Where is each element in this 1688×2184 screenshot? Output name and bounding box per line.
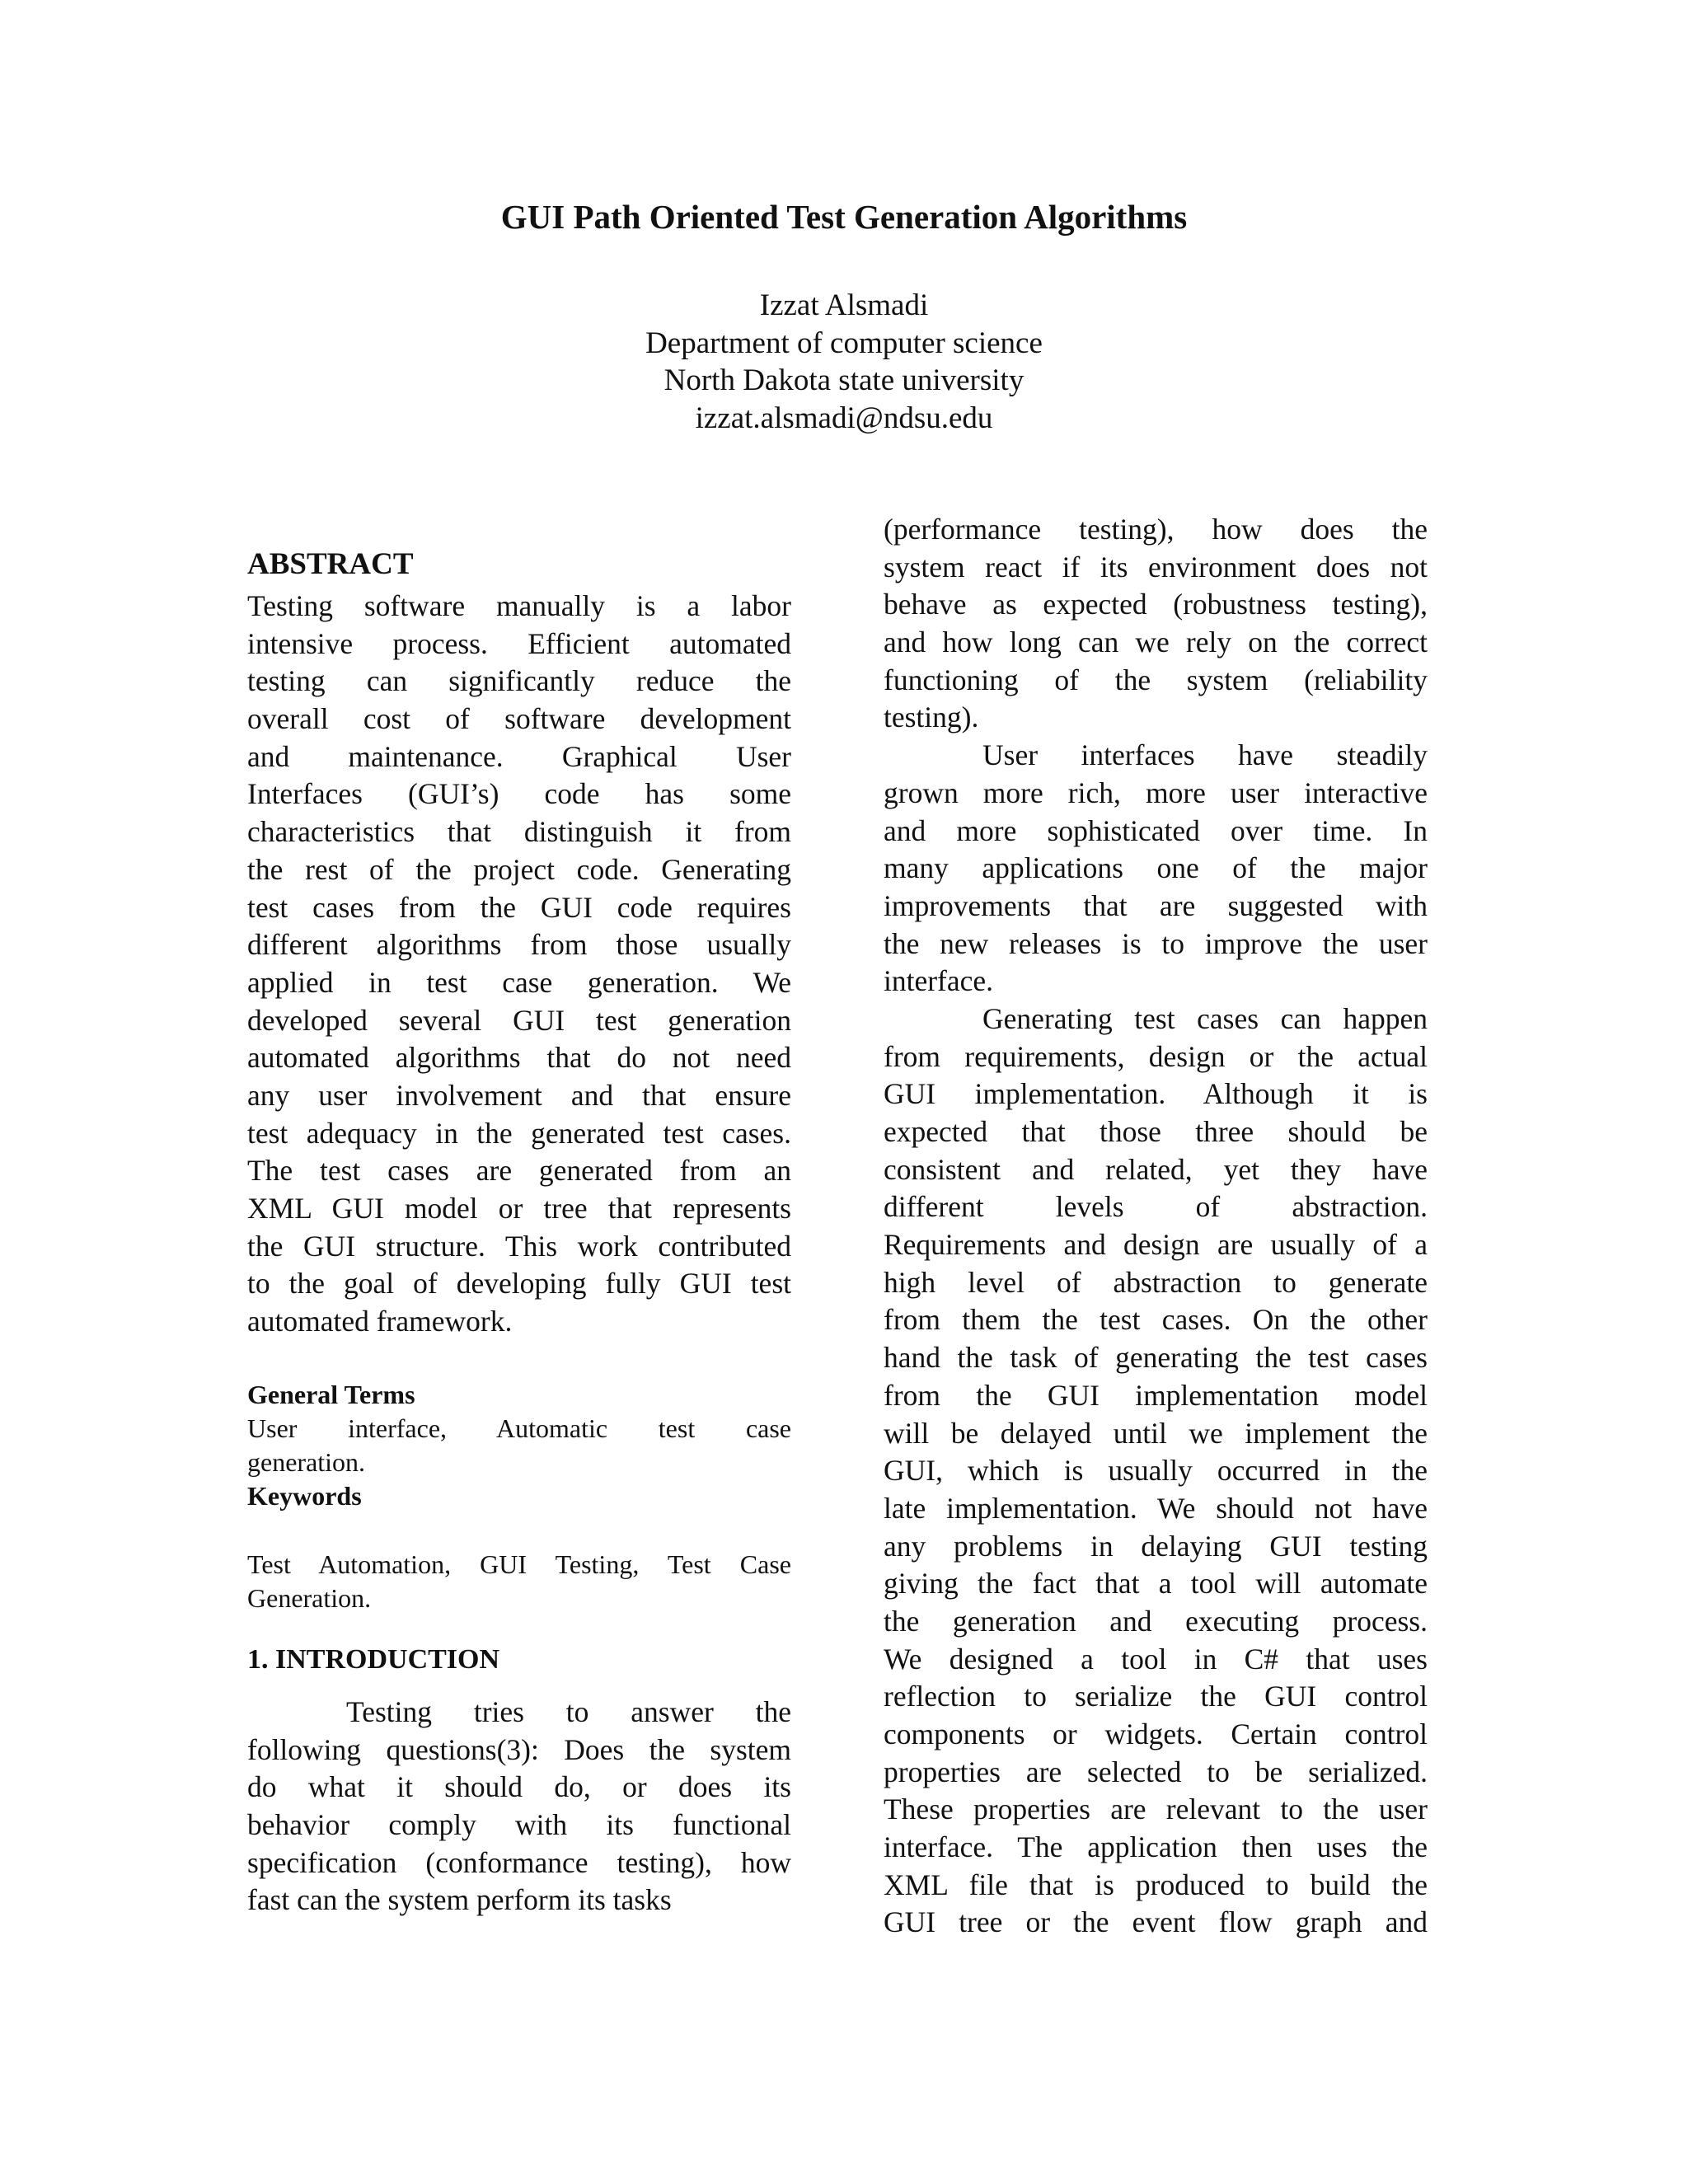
intro-line: grown more rich, more user interactive <box>884 776 1428 809</box>
intro-line: components or widgets. Certain control <box>884 1718 1428 1750</box>
intro-line: fast can the system perform its tasks <box>247 1883 672 1917</box>
paper-title: GUI Path Oriented Test Generation Algorithms <box>500 198 1188 236</box>
intro-line: functioning of the system (reliability <box>884 663 1428 696</box>
abstract-line: testing can significantly reduce the <box>247 664 791 698</box>
abstract-line: intensive process. Efficient automated <box>247 626 791 660</box>
abstract-line: the GUI structure. This work contributed <box>247 1229 791 1263</box>
intro-line: from requirements, design or the actual <box>884 1039 1428 1073</box>
intro-line: from them the test cases. On the other <box>884 1303 1428 1337</box>
abstract-line: developed several GUI test generation <box>247 1003 791 1037</box>
author-block <box>0 287 1688 437</box>
abstract-line: test cases from the GUI code requires <box>247 890 791 924</box>
intro-line: any problems in delaying GUI testing <box>884 1529 1428 1563</box>
intro-line: behavior comply with its functional <box>247 1808 791 1842</box>
abstract-line: The test cases are generated from an <box>247 1154 791 1188</box>
intro-line: different levels of abstraction. <box>884 1190 1428 1224</box>
intro-line: and more sophisticated over time. In <box>884 813 1428 847</box>
keywords-line: Generation. <box>247 1583 372 1613</box>
general-terms-body <box>247 1412 791 1479</box>
introduction-body-right <box>884 511 1428 1942</box>
intro-line: hand the task of generating the test cases <box>884 1341 1428 1375</box>
intro-line: interface. <box>884 964 994 998</box>
intro-line: specification (conformance testing), how <box>247 1845 791 1879</box>
intro-line: XML file that is produced to build the <box>884 1868 1428 1901</box>
abstract-line: Testing software manually is a labor <box>247 589 791 622</box>
author-name: Izzat Alsmadi <box>759 288 929 322</box>
intro-line: high level of abstraction to generate <box>884 1265 1428 1299</box>
abstract-line: the rest of the project code. Generating <box>247 852 791 886</box>
intro-line: We designed a tool in C# that uses <box>884 1642 1428 1675</box>
intro-line: GUI tree or the event flow graph and <box>884 1905 1428 1939</box>
intro-line: interface. The application then uses the <box>884 1830 1428 1864</box>
keywords-heading: Keywords <box>247 1481 362 1511</box>
introduction-heading: 1. INTRODUCTION <box>247 1644 500 1675</box>
intro-line: giving the fact that a tool will automate <box>884 1567 1428 1601</box>
general-terms-line: generation. <box>247 1447 366 1477</box>
intro-line: GUI, which is usually occurred in the <box>884 1454 1428 1488</box>
author-email: izzat.alsmadi@ndsu.edu <box>695 401 993 435</box>
abstract-line: test adequacy in the generated test cases. <box>247 1116 791 1150</box>
intro-line: properties are selected to be serialized. <box>884 1755 1428 1788</box>
author-department: Department of computer science <box>645 326 1043 360</box>
intro-line: and how long can we rely on the correct <box>884 626 1428 659</box>
abstract-line: any user involvement and that ensure <box>247 1078 791 1112</box>
abstract-heading: ABSTRACT <box>247 547 414 581</box>
abstract-line: automated algorithms that do not need <box>247 1041 791 1075</box>
author-university: North Dakota state university <box>663 363 1025 397</box>
intro-line: many applications one of the major <box>884 851 1428 885</box>
abstract-line: XML GUI model or tree that represents <box>247 1192 791 1225</box>
intro-line: the new releases is to improve the user <box>884 926 1428 960</box>
intro-line: do what it should do, or does its <box>247 1770 791 1804</box>
abstract-line: Interfaces (GUI’s) code has some <box>247 777 791 811</box>
abstract-body <box>247 588 791 1341</box>
intro-line: from the GUI implementation model <box>884 1378 1428 1412</box>
intro-line: reflection to serialize the GUI control <box>884 1680 1428 1713</box>
intro-line: Generating test cases can happen <box>982 1001 1428 1035</box>
intro-line: testing). <box>884 701 979 734</box>
abstract-line: and maintenance. Graphical User <box>247 739 791 773</box>
intro-line: Testing tries to answer the <box>346 1695 791 1728</box>
intro-line: the generation and executing process. <box>884 1604 1428 1638</box>
abstract-line: characteristics that distinguish it from <box>247 815 791 849</box>
general-terms-heading: General Terms <box>247 1380 415 1409</box>
intro-line: will be delayed until we implement the <box>884 1416 1428 1450</box>
abstract-line: to the goal of developing fully GUI test <box>247 1267 791 1301</box>
abstract-line: overall cost of software development <box>247 702 791 736</box>
introduction-body-left <box>247 1694 791 1919</box>
intro-line: improvements that are suggested with <box>884 888 1428 922</box>
intro-line: These properties are relevant to the user <box>884 1793 1428 1826</box>
intro-line: GUI implementation. Although it is <box>884 1077 1428 1111</box>
keywords-line: Test Automation, GUI Testing, Test Case <box>247 1549 791 1579</box>
intro-line: User interfaces have steadily <box>982 738 1428 772</box>
abstract-line: different algorithms from those usually <box>247 928 791 962</box>
intro-line: behave as expected (robustness testing), <box>884 588 1428 621</box>
intro-line: following questions(3): Does the system <box>247 1732 791 1766</box>
intro-line: Requirements and design are usually of a <box>884 1228 1428 1262</box>
general-terms-line: User interface, Automatic test case <box>247 1413 791 1443</box>
keywords-body <box>247 1548 791 1615</box>
abstract-line: applied in test case generation. We <box>247 965 791 999</box>
intro-line: system react if its environment does not <box>884 550 1428 583</box>
intro-line: consistent and related, yet they have <box>884 1152 1428 1186</box>
intro-line: late implementation. We should not have <box>884 1491 1428 1525</box>
intro-line: (performance testing), how does the <box>884 513 1428 546</box>
intro-line: expected that those three should be <box>884 1115 1428 1148</box>
abstract-line: automated framework. <box>247 1305 513 1338</box>
